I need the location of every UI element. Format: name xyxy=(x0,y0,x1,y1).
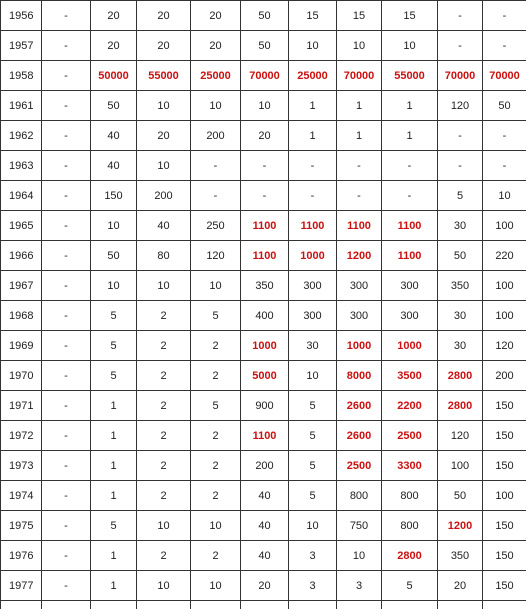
table-cell: 2600 xyxy=(337,421,382,451)
year-cell: 1971 xyxy=(1,391,42,421)
table-cell: 2 xyxy=(137,331,191,361)
table-cell: 800 xyxy=(337,481,382,511)
year-cell: 1965 xyxy=(1,211,42,241)
table-cell: 150 xyxy=(91,181,137,211)
table-cell: 10 xyxy=(289,361,337,391)
table-cell: 150 xyxy=(483,511,526,541)
year-cell: 1964 xyxy=(1,181,42,211)
table-cell: 10 xyxy=(337,31,382,61)
table-cell: 10 xyxy=(137,271,191,301)
table-cell: 100 xyxy=(483,301,526,331)
table-cell: - xyxy=(289,151,337,181)
table-cell: - xyxy=(483,121,526,151)
table-cell: 750 xyxy=(337,511,382,541)
table-cell: 1 xyxy=(91,481,137,511)
table-cell xyxy=(91,601,137,609)
table-cell: 300 xyxy=(382,301,438,331)
table-cell: 2800 xyxy=(382,541,438,571)
table-cell: 5 xyxy=(289,421,337,451)
table-cell: - xyxy=(382,151,438,181)
table-cell: 10 xyxy=(289,31,337,61)
table-cell: 20 xyxy=(137,1,191,31)
table-cell: - xyxy=(289,181,337,211)
table-cell: 30 xyxy=(438,331,483,361)
year-cell: 1977 xyxy=(1,571,42,601)
table-cell: 150 xyxy=(483,421,526,451)
table-cell: 20 xyxy=(241,121,289,151)
table-cell xyxy=(191,601,241,609)
table-cell: 3 xyxy=(337,571,382,601)
table-cell: 50 xyxy=(241,31,289,61)
table-cell: 5 xyxy=(191,391,241,421)
table-row xyxy=(1,151,526,181)
year-cell: 1969 xyxy=(1,331,42,361)
table-cell: 25000 xyxy=(191,61,241,91)
table-cell: 150 xyxy=(483,571,526,601)
table-cell: 2500 xyxy=(382,421,438,451)
table-cell: - xyxy=(42,151,91,181)
table-cell: - xyxy=(241,151,289,181)
table-cell: 10 xyxy=(137,571,191,601)
table-cell: - xyxy=(337,151,382,181)
table-cell: 1200 xyxy=(337,241,382,271)
table-cell: 20 xyxy=(241,571,289,601)
table-row xyxy=(1,541,526,571)
table-cell: 2 xyxy=(137,301,191,331)
table-cell: - xyxy=(42,451,91,481)
table-row xyxy=(1,211,526,241)
table-cell: 2200 xyxy=(382,391,438,421)
table-cell: - xyxy=(42,331,91,361)
table-cell xyxy=(42,601,91,609)
table-cell: 100 xyxy=(483,481,526,511)
table-cell: 10 xyxy=(483,181,526,211)
year-cell: 1975 xyxy=(1,511,42,541)
table-cell: 2 xyxy=(137,361,191,391)
table-cell: 2 xyxy=(191,481,241,511)
table-cell: 15 xyxy=(289,1,337,31)
year-cell: 1970 xyxy=(1,361,42,391)
year-cell: 1972 xyxy=(1,421,42,451)
table-row xyxy=(1,391,526,421)
table-cell: 30 xyxy=(438,301,483,331)
table-cell: 1 xyxy=(382,121,438,151)
table-cell: 5 xyxy=(438,181,483,211)
table-cell: 800 xyxy=(382,481,438,511)
table-cell: 1200 xyxy=(438,511,483,541)
table-cell: 120 xyxy=(438,91,483,121)
table-cell: - xyxy=(42,511,91,541)
table-cell: - xyxy=(42,181,91,211)
table-cell: 2 xyxy=(191,361,241,391)
table-cell xyxy=(483,601,526,609)
table-cell: 5000 xyxy=(241,361,289,391)
table-cell: 1000 xyxy=(241,331,289,361)
table-cell: 150 xyxy=(483,541,526,571)
table-cell: 20 xyxy=(438,571,483,601)
table-cell: 70000 xyxy=(337,61,382,91)
table-row xyxy=(1,61,526,91)
table-cell: 1100 xyxy=(241,211,289,241)
table-row xyxy=(1,361,526,391)
year-cell: 1976 xyxy=(1,541,42,571)
table-cell: 8000 xyxy=(337,361,382,391)
table-cell: 10 xyxy=(241,91,289,121)
table-cell: 10 xyxy=(137,91,191,121)
table-cell: 120 xyxy=(483,331,526,361)
table-cell: 150 xyxy=(483,451,526,481)
table-cell: 5 xyxy=(289,391,337,421)
table-cell: 40 xyxy=(241,511,289,541)
table-cell: 20 xyxy=(91,1,137,31)
table-cell: - xyxy=(42,421,91,451)
year-cell: 1957 xyxy=(1,31,42,61)
table-row xyxy=(1,1,526,31)
table-cell: 2 xyxy=(191,541,241,571)
table-cell: 3300 xyxy=(382,451,438,481)
table-cell: 100 xyxy=(483,211,526,241)
table-cell: 80 xyxy=(137,241,191,271)
table-cell: 5 xyxy=(91,361,137,391)
table-cell: 5 xyxy=(289,451,337,481)
table-cell: 2500 xyxy=(337,451,382,481)
table-cell: 150 xyxy=(483,391,526,421)
table-cell xyxy=(137,601,191,609)
table-cell: 50 xyxy=(438,481,483,511)
table-cell: 1 xyxy=(337,121,382,151)
table-cell: 1100 xyxy=(289,211,337,241)
table-cell: - xyxy=(438,121,483,151)
table-cell: 10 xyxy=(191,271,241,301)
table-cell: 5 xyxy=(91,331,137,361)
year-cell: 1973 xyxy=(1,451,42,481)
table-cell: 10 xyxy=(137,511,191,541)
table-cell: 2 xyxy=(137,451,191,481)
table-cell: 50000 xyxy=(91,61,137,91)
table-cell: 2 xyxy=(191,421,241,451)
table-row xyxy=(1,571,526,601)
table-cell: 2 xyxy=(137,481,191,511)
table-cell: 1100 xyxy=(241,241,289,271)
table-cell: - xyxy=(483,1,526,31)
table-cell: 50 xyxy=(438,241,483,271)
table-cell: 2 xyxy=(191,331,241,361)
table-cell: - xyxy=(42,571,91,601)
table-cell xyxy=(241,601,289,609)
table-cell: 1100 xyxy=(382,241,438,271)
table-cell: 1100 xyxy=(382,211,438,241)
table-row xyxy=(1,331,526,361)
table-cell: 10 xyxy=(91,271,137,301)
table-cell: 1000 xyxy=(337,331,382,361)
table-cell: 3 xyxy=(289,541,337,571)
year-cell: 1961 xyxy=(1,91,42,121)
table-cell: 15 xyxy=(382,1,438,31)
table-cell: 2 xyxy=(137,541,191,571)
table-cell: 2 xyxy=(191,451,241,481)
table-cell: 1 xyxy=(382,91,438,121)
table-cell: - xyxy=(191,151,241,181)
table-cell xyxy=(382,601,438,609)
table-cell: 40 xyxy=(91,151,137,181)
table-cell: 5 xyxy=(91,301,137,331)
table-cell: 5 xyxy=(382,571,438,601)
table-cell: 50 xyxy=(91,241,137,271)
table-cell: - xyxy=(191,181,241,211)
table-cell: 200 xyxy=(241,451,289,481)
table-cell: 10 xyxy=(382,31,438,61)
table-row xyxy=(1,271,526,301)
table-cell: - xyxy=(42,91,91,121)
table-cell: - xyxy=(42,271,91,301)
table-row xyxy=(1,421,526,451)
table-cell: 120 xyxy=(438,421,483,451)
table-cell xyxy=(438,601,483,609)
table-row xyxy=(1,241,526,271)
table-cell: 1 xyxy=(91,391,137,421)
table-row xyxy=(1,481,526,511)
table-cell: 70000 xyxy=(438,61,483,91)
table-cell: - xyxy=(42,361,91,391)
table-cell: 15 xyxy=(337,1,382,31)
table-cell: - xyxy=(382,181,438,211)
table-cell: - xyxy=(42,241,91,271)
table-cell: 70000 xyxy=(241,61,289,91)
table-row xyxy=(1,181,526,211)
table-cell: 200 xyxy=(191,121,241,151)
table-cell: 120 xyxy=(191,241,241,271)
table-cell: 40 xyxy=(241,541,289,571)
table-cell: - xyxy=(42,61,91,91)
table-cell: 10 xyxy=(91,211,137,241)
table-cell: - xyxy=(42,121,91,151)
table-cell: 1000 xyxy=(382,331,438,361)
table-cell: 10 xyxy=(289,511,337,541)
year-cell: 1958 xyxy=(1,61,42,91)
table-cell: - xyxy=(42,481,91,511)
table-row xyxy=(1,301,526,331)
year-cell: 1968 xyxy=(1,301,42,331)
table-cell: - xyxy=(337,181,382,211)
table-row-partial xyxy=(1,601,526,609)
table-cell: - xyxy=(42,301,91,331)
table-cell: 10 xyxy=(137,151,191,181)
year-cell: 1963 xyxy=(1,151,42,181)
table-cell: 20 xyxy=(137,121,191,151)
table-cell: 10 xyxy=(337,541,382,571)
table-cell: 100 xyxy=(483,271,526,301)
table-cell: 350 xyxy=(438,271,483,301)
table-cell: 1 xyxy=(337,91,382,121)
table-cell: 1 xyxy=(91,421,137,451)
table-row xyxy=(1,451,526,481)
table-cell: 3 xyxy=(289,571,337,601)
table-cell: 40 xyxy=(91,121,137,151)
table-cell: 55000 xyxy=(382,61,438,91)
year-cell: 1962 xyxy=(1,121,42,151)
table-cell: 1 xyxy=(91,571,137,601)
table-cell: 1100 xyxy=(337,211,382,241)
table-cell: 40 xyxy=(241,481,289,511)
table-cell: 300 xyxy=(337,301,382,331)
table-cell: 1000 xyxy=(289,241,337,271)
table-cell: 1 xyxy=(91,541,137,571)
table-cell: - xyxy=(438,1,483,31)
year-cell: 1974 xyxy=(1,481,42,511)
table-cell: 300 xyxy=(289,301,337,331)
table-cell: - xyxy=(42,1,91,31)
table-cell: 1 xyxy=(289,91,337,121)
table-cell: 5 xyxy=(191,301,241,331)
table-cell: 30 xyxy=(438,211,483,241)
table-cell: 350 xyxy=(438,541,483,571)
table-cell: 20 xyxy=(91,31,137,61)
table-row xyxy=(1,121,526,151)
table-cell: - xyxy=(438,31,483,61)
table-cell: - xyxy=(438,151,483,181)
table-cell: 5 xyxy=(289,481,337,511)
table-cell: 2 xyxy=(137,421,191,451)
table-cell: 250 xyxy=(191,211,241,241)
table-cell: 400 xyxy=(241,301,289,331)
table-cell: 50 xyxy=(483,91,526,121)
table-row xyxy=(1,31,526,61)
table-cell: 10 xyxy=(191,511,241,541)
table-cell: 2 xyxy=(137,391,191,421)
table-cell xyxy=(337,601,382,609)
table-cell: 300 xyxy=(382,271,438,301)
table-cell: 70000 xyxy=(483,61,526,91)
table-cell: 5 xyxy=(91,511,137,541)
table-cell: - xyxy=(241,181,289,211)
table-cell: 30 xyxy=(289,331,337,361)
table-cell: 1 xyxy=(289,121,337,151)
table-cell: 3500 xyxy=(382,361,438,391)
table-cell: 25000 xyxy=(289,61,337,91)
table-cell: - xyxy=(42,541,91,571)
table-cell: 20 xyxy=(191,1,241,31)
table-cell: 20 xyxy=(191,31,241,61)
table-cell: 300 xyxy=(289,271,337,301)
table-cell: 2600 xyxy=(337,391,382,421)
table-cell: 2800 xyxy=(438,391,483,421)
table-cell: 50 xyxy=(91,91,137,121)
table-cell: - xyxy=(42,31,91,61)
year-cell: 1956 xyxy=(1,1,42,31)
year-cell: 1967 xyxy=(1,271,42,301)
table-cell: 200 xyxy=(137,181,191,211)
table-cell: 350 xyxy=(241,271,289,301)
table-cell: - xyxy=(42,391,91,421)
table-cell: - xyxy=(483,31,526,61)
table-cell: 800 xyxy=(382,511,438,541)
table-cell: 1100 xyxy=(241,421,289,451)
table-cell: 900 xyxy=(241,391,289,421)
table-cell: - xyxy=(483,151,526,181)
year-cell: 1966 xyxy=(1,241,42,271)
table-cell: 10 xyxy=(191,571,241,601)
table-cell: 10 xyxy=(191,91,241,121)
table-cell: 50 xyxy=(241,1,289,31)
table-cell: 1 xyxy=(91,451,137,481)
table-cell: 55000 xyxy=(137,61,191,91)
table-cell: 300 xyxy=(337,271,382,301)
table-cell: 220 xyxy=(483,241,526,271)
table-cell xyxy=(289,601,337,609)
table-cell: 100 xyxy=(438,451,483,481)
table-cell: 2800 xyxy=(438,361,483,391)
table-cell: - xyxy=(42,211,91,241)
table-row xyxy=(1,511,526,541)
table-cell: 20 xyxy=(137,31,191,61)
table-row xyxy=(1,91,526,121)
table-cell: 200 xyxy=(483,361,526,391)
table-cell xyxy=(1,601,42,609)
table-cell: 40 xyxy=(137,211,191,241)
